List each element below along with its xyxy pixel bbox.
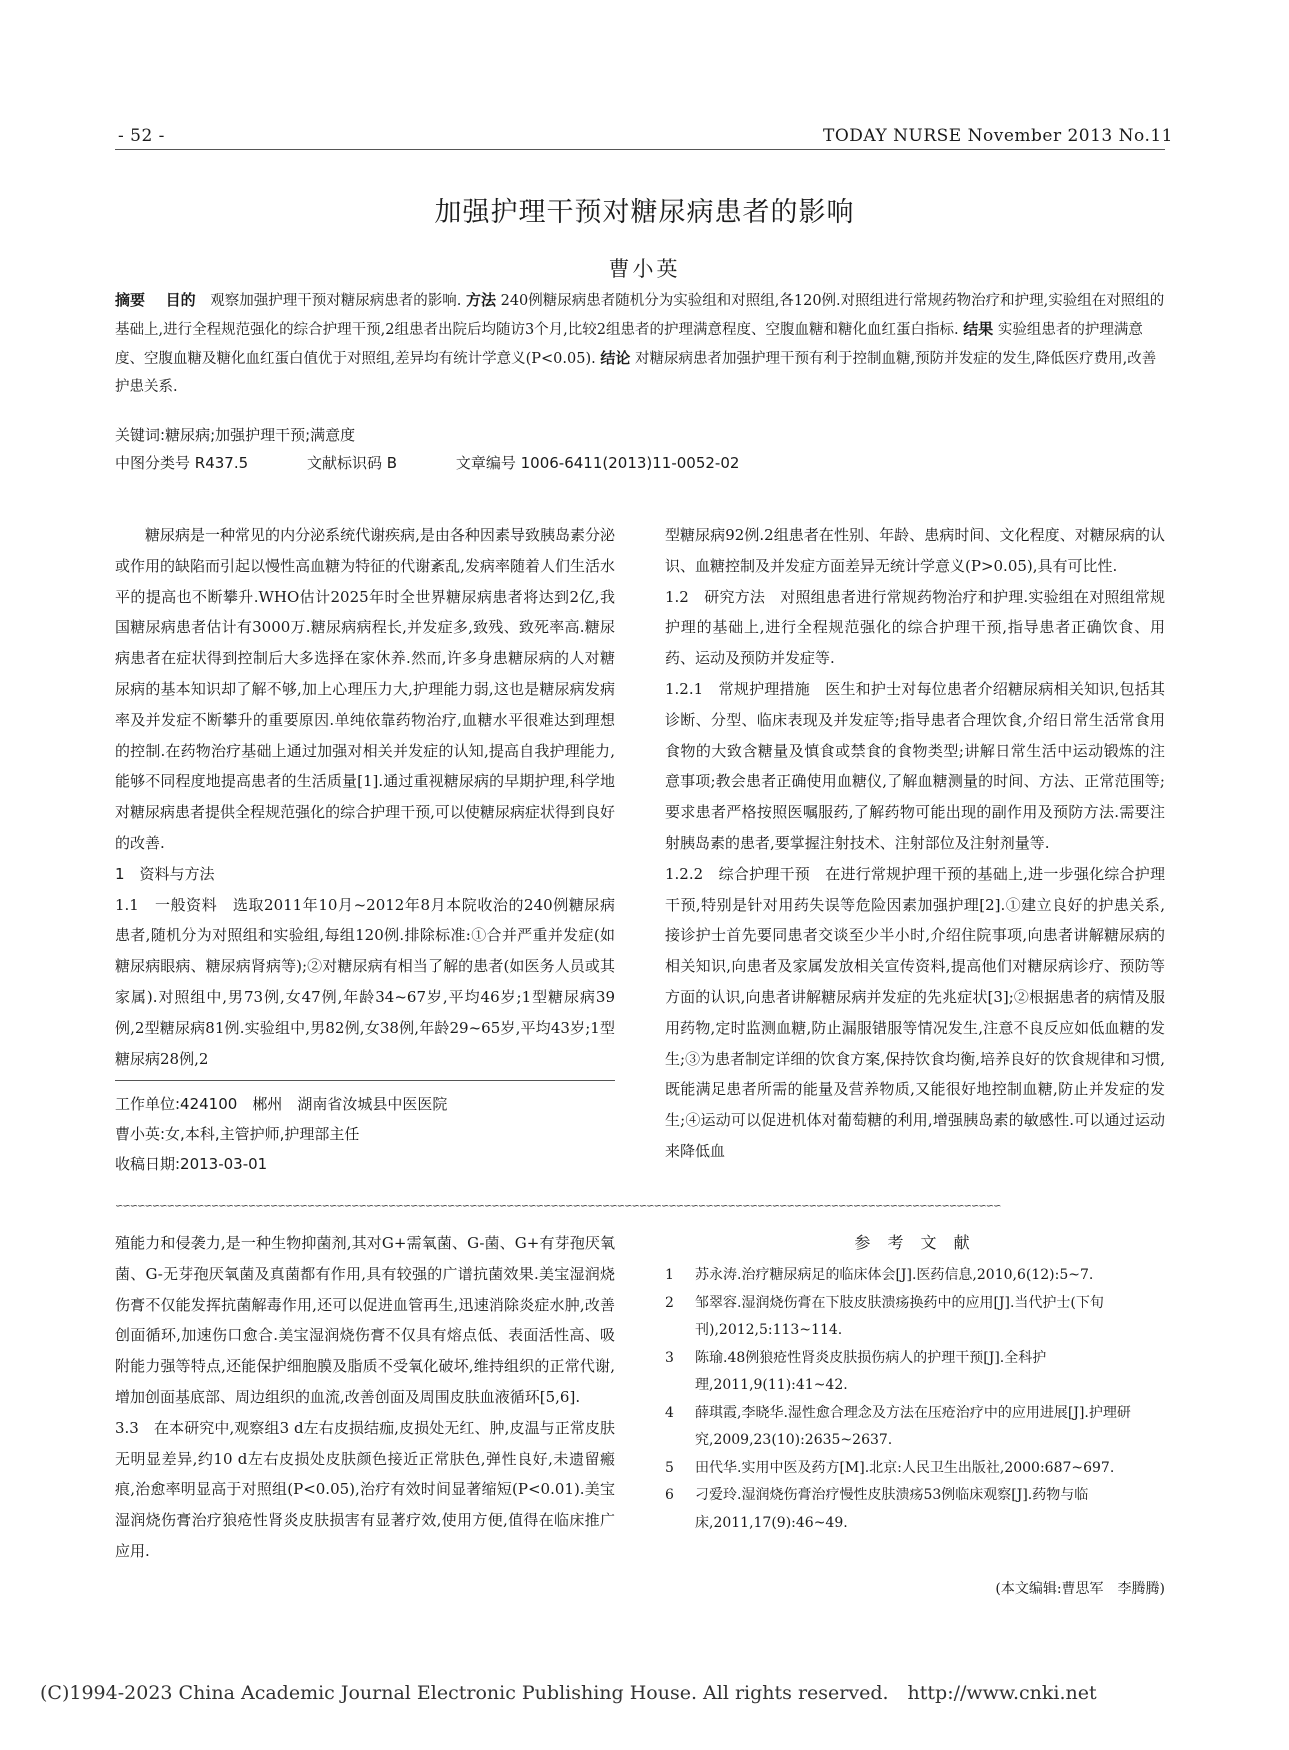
author: 曹小英 [608,257,681,281]
footnote-rule [115,1080,615,1081]
objective-label: 目的 [165,291,196,309]
reference-item [665,1455,1165,1483]
doc-value: B [386,454,398,472]
reference-number: 3 [665,1349,674,1366]
reference-item [665,1482,1165,1537]
references-list [665,1262,1165,1537]
reference-text: 陈瑜.48例狼疮性肾炎皮肤损伤病人的护理干预[J].全科护理,2011,9(11):41~42. [695,1349,1047,1393]
reference-text: 薛琪霞,李晓华.湿性愈合理念及方法在压疮治疗中的应用进展[J].护理研究,2009,23(10):2635~2637. [695,1404,1131,1448]
page-number: - 52 - [118,126,165,146]
article-divider: ∽∽∽∽∽∽∽∽∽∽∽∽∽∽∽∽∽∽∽∽∽∽∽∽∽∽∽∽∽∽∽∽∽∽∽∽∽∽∽∽∽∽∽∽∽∽∽∽∽∽∽∽∽∽∽∽∽∽∽∽∽∽∽∽∽∽∽∽∽∽∽∽∽∽∽∽∽∽∽∽∽∽∽∽∽∽∽∽∽∽∽∽∽∽∽∽∽∽∽∽∽∽∽∽∽∽∽∽∽∽∽∽∽∽∽∽∽∽∽∽ [115,1201,1001,1212]
work-unit: 工作单位:424100 郴州 湖南省汝城县中医医院 [115,1095,448,1113]
clc-value: R437.5 [194,454,249,472]
conclusion-text: 对糖尿病患者加强护理干预有利于控制血糖,预防并发症的发生,降低医疗费用,改善护患关系. [115,351,1157,395]
reference-text: 苏永涛.治疗糖尿病足的临床体会[J].医药信息,2010,6(12):5~7. [695,1267,1094,1283]
classification-line [115,452,739,473]
reference-item [665,1400,1165,1455]
reference-number: 2 [665,1294,674,1311]
conclusion-label: 结论 [600,349,631,367]
section-1-2-2: 1.2.2 综合护理干预 在进行常规护理干预的基础上,进一步强化综合护理干预,特别是针对用药失误等危险因素加强护理[2].①建立良好的护患关系,接诊护士首先要同患者交谈至少半小时,介绍住院事项,向患者讲解糖尿病的相关知识,向患者及家属发放相关宣传资料,提高他们对糖尿病诊疗、预防等方面的认识,向患者讲解糖尿病并发症的先兆症状[3];②根据患者的病情及服用药物,定时监测血糖,防止漏服错服等情况发生,注意不良反应如低血糖的发生;③为患者制定详细的饮食方案,保持饮食均衡,培养良好的饮食规律和习惯,既能满足患者所需的能量及营养物质,又能很好地控制血糖,防止并发症的发生;④运动可以促进机体对葡萄糖的利用,增强胰岛素的敏感性.可以通过运动来降低血 [665,864,1165,1160]
received-date: 收稿日期:2013-03-01 [115,1155,268,1173]
reference-item [665,1345,1165,1400]
clc-label: 中图分类号 [115,454,191,472]
reference-number: 5 [665,1459,674,1476]
reference-text: 邹翠容.湿润烧伤膏在下肢皮肤溃疡换药中的应用[J].当代护士(下旬刊),2012,5:113~114. [695,1294,1104,1338]
article-title: 加强护理干预对糖尿病患者的影响 [434,197,855,228]
reference-number: 4 [665,1404,674,1421]
keywords: 关键词:糖尿病;加强护理干预;满意度 [115,426,356,444]
previous-article-paragraph: 殖能力和侵袭力,是一种生物抑菌剂,其对G+需氧菌、G-菌、G+有芽孢厌氧菌、G-无芽孢厌氧菌及真菌都有作用,具有较强的广谱抗菌效果.美宝湿润烧伤膏不仅能发挥抗菌解毒作用,还可以促进血管再生,迅速消除炎症水肿,改善创面循环,加速伤口愈合.美宝湿润烧伤膏不仅具有熔点低、表面活性高、吸附能力强等特点,还能保护细胞膜及脂质不受氧化破坏,维持组织的正常代谢,增加创面基底部、周边组织的血流,改善创面及周围皮肤血液循环[5,6]. [115,1234,615,1406]
section-1-heading: 1 资料与方法 [115,864,215,883]
reference-number: 6 [665,1487,674,1503]
reference-number: 1 [665,1267,674,1283]
journal-header: TODAY NURSE November 2013 No.11 [823,126,1173,146]
reference-text: 刁爱玲.湿润烧伤膏治疗慢性皮肤溃疡53例临床观察[J].药物与临床,2011,17(9):46~49. [695,1487,1089,1531]
keywords-text: 糖尿病;加强护理干预;满意度 [165,426,356,444]
intro-paragraph: 糖尿病是一种常见的内分泌系统代谢疾病,是由各种因素导致胰岛素分泌或作用的缺陷而引起以慢性高血糖为特征的代谢紊乱,发病率随着人们生活水平的提高也不断攀升.WHO估计2025年时全世界糖尿病患者将达到2亿,我国糖尿病患者估计有3000万.糖尿病病程长,并发症多,致残、致死率高.糖尿病患者在症状得到控制后大多选择在家休养.然而,许多身患糖尿病的人对糖尿病的基本知识却了解不够,加上心理压力大,护理能力弱,这也是糖尿病发病率及并发症不断攀升的重要原因.单纯依靠药物治疗,血糖水平很难达到理想的控制.在药物治疗基础上通过加强对相关并发症的认知,提高自我护理能力,能够不同程度地提高患者的生活质量[1].通过重视糖尿病的早期护理,科学地对糖尿病患者提供全程规范强化的综合护理干预,可以使糖尿病症状得到良好的改善. [115,526,615,852]
reference-text: 田代华.实用中医及药方[M].北京:人民卫生出版社,2000:687~697. [695,1459,1115,1476]
reference-item [665,1262,1165,1290]
method-label: 方法 [465,291,496,309]
result-text: 实验组患者的护理满意度、空腹血糖及糖化血红蛋白值优于对照组,差异均有统计学意义(P<0.05). [115,322,1143,367]
section-3-3: 3.3 在本研究中,观察组3 d左右皮损结痂,皮损处无红、肿,皮温与正常皮肤无明显差异,约10 d左右皮损处皮肤颜色接近正常肤色,弹性良好,未遗留瘢痕,治愈率明显高于对照组(P<0.05),治疗有效时间显著缩短(P<0.01).美宝湿润烧伤膏治疗狼疮性肾炎皮肤损害有显著疗效,使用方便,值得在临床推广应用. [115,1418,615,1560]
result-label: 结果 [963,320,994,338]
left-column [115,520,615,1074]
editor-note: (本文编辑:曹思军 李腾腾) [995,1581,1165,1597]
references-heading: 参 考 文 献 [854,1233,976,1252]
lower-left-column [115,1228,615,1567]
copyright-footer: (C)1994-2023 China Academic Journal Electronic Publishing House. All rights reserved. http://www.cnki.net [40,1682,1097,1704]
footnote [115,1089,615,1179]
header-rule [115,149,1165,150]
section-1-2: 1.2 研究方法 对照组患者进行常规药物治疗和护理.实验组在对照组常规护理的基础上,进行全程规范强化的综合护理干预,指导患者正确饮食、用药、运动及预防并发症等. [665,587,1165,668]
author-bio: 曹小英:女,本科,主管护师,护理部主任 [115,1125,360,1143]
objective-text: 观察加强护理干预对糖尿病患者的影响. [210,293,462,309]
abstract-label: 摘要 [115,291,146,309]
method-text: 240例糖尿病患者随机分为实验组和对照组,各120例.对照组进行常规药物治疗和护理,实验组在对照组的基础上,进行全程规范强化的综合护理干预,2组患者出院后均随访3个月,比较2组患者的护理满意程度、空腹血糖和糖化血红蛋白指标. [115,293,1165,338]
reference-item [665,1290,1165,1345]
right-column [665,520,1165,1167]
abstract [115,286,1165,401]
section-1-2-1: 1.2.1 常规护理措施 医生和护士对每位患者介绍糖尿病相关知识,包括其诊断、分型、临床表现及并发症等;指导患者合理饮食,介绍日常生活常食用食物的大致含糖量及慎食或禁食的食物类型;讲解日常生活中运动锻炼的注意事项;教会患者正确使用血糖仪,了解血糖测量的时间、方法、正常范围等;要求患者严格按照医嘱服药,了解药物可能出现的副作用及预防方法.需要注射胰岛素的患者,要掌握注射技术、注射部位及注射剂量等. [665,679,1165,852]
section-1-1: 1.1 一般资料 选取2011年10月~2012年8月本院收治的240例糖尿病患者,随机分为对照组和实验组,每组120例.排除标准:①合并严重并发症(如糖尿病眼病、糖尿病肾病等);②对糖尿病有相当了解的患者(如医务人员或其家属).对照组中,男73例,女47例,年龄34~67岁,平均46岁;1型糖尿病39例,2型糖尿病81例.实验组中,男82例,女38例,年龄29~65岁,平均43岁;1型糖尿病28例,2 [115,895,615,1068]
paragraph-continued: 型糖尿病92例.2组患者在性别、年龄、患病时间、文化程度、对糖尿病的认识、血糖控制及并发症方面差异无统计学意义(P>0.05),具有可比性. [665,526,1165,575]
article-no-label: 文章编号 [455,454,516,472]
keywords-label: 关键词 [115,426,161,444]
article-no-value: 1006-6411(2013)11-0052-02 [520,454,740,472]
doc-label: 文献标识码 [306,454,382,472]
